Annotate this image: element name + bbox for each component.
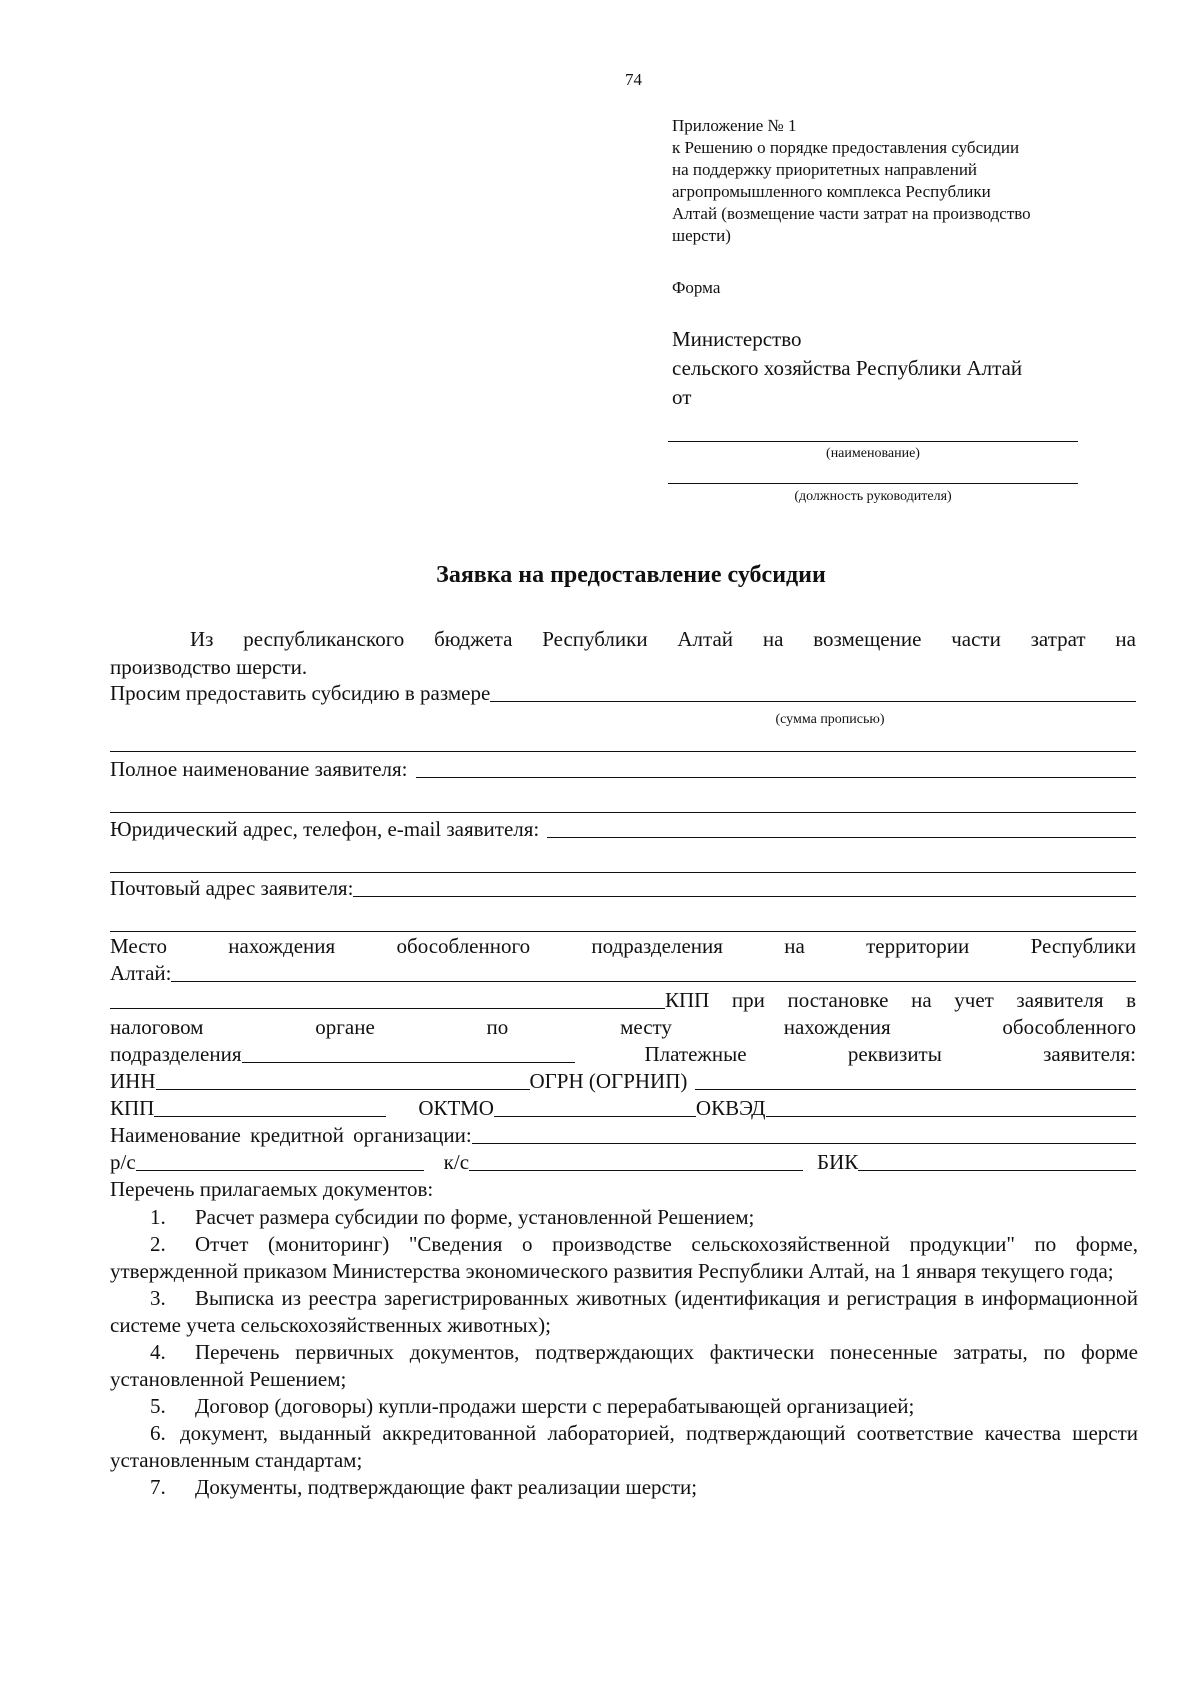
document-item <box>110 1420 1138 1474</box>
document-number: 5. <box>150 1394 166 1418</box>
addressee-line: сельского хозяйства Республики Алтай <box>672 356 1023 380</box>
document-text: Выписка из реестра зарегистрированных животных (идентификация и регистрация в информационной системе учета сельскохозяйственных животных); <box>110 1286 1138 1337</box>
document-text: документ, выданный аккредитованной лабораторией, подтверждающий соответствие качества шерсти установленным стандартам; <box>110 1421 1138 1472</box>
inn-field[interactable] <box>156 1089 530 1090</box>
kpp-oktmo-okved-row <box>110 1095 1136 1122</box>
intro-word: Алтай <box>677 627 734 651</box>
location-word: обособленного <box>396 934 531 958</box>
annex-line: к Решению о порядке предоставления субсидии <box>672 138 1020 157</box>
bank-name-row <box>110 1122 1136 1149</box>
document-item <box>110 1204 1138 1231</box>
kpp-field[interactable] <box>154 1116 386 1117</box>
okved-field[interactable] <box>766 1116 1136 1117</box>
payment-details-row <box>110 1041 1136 1068</box>
location-word: Республики <box>1030 934 1136 958</box>
applicant-name-line[interactable] <box>668 441 1078 442</box>
rs-label: р/с <box>110 1150 136 1174</box>
ogrn-field[interactable] <box>695 1089 1136 1090</box>
intro-word: бюджета <box>434 627 513 651</box>
intro-word: республиканского <box>243 627 405 651</box>
postal-address-row <box>110 875 1136 902</box>
legal-address-row <box>110 816 1136 843</box>
document-item <box>110 1231 1138 1285</box>
amount-words-caption: (сумма прописью) <box>775 712 885 727</box>
payment-word: реквизиты <box>847 1042 942 1066</box>
subdivision-kpp-field[interactable] <box>242 1062 575 1063</box>
legal-address-field[interactable] <box>547 837 1136 838</box>
postal-address-label: Почтовый адрес заявителя: <box>110 876 354 900</box>
payment-word: заявителя: <box>1043 1042 1136 1066</box>
location-word: территории <box>866 934 970 958</box>
inn-label: ИНН <box>110 1069 156 1093</box>
head-position-line[interactable] <box>668 483 1078 484</box>
oktmo-label: ОКТМО <box>418 1096 494 1120</box>
inn-ogrn-row <box>110 1068 1136 1095</box>
addressee-block <box>672 325 1022 412</box>
addressee-line: Министерство <box>672 327 802 351</box>
location-continuation-row <box>110 960 1136 987</box>
postal-address-continuation-line[interactable] <box>110 931 1136 932</box>
bik-field[interactable] <box>858 1170 1136 1171</box>
intro-word: возмещение <box>813 627 922 651</box>
annex-line: на поддержку приоритетных направлений <box>672 160 978 179</box>
legal-address-continuation-line[interactable] <box>110 872 1136 873</box>
location-continuation-label: Алтай: <box>110 961 172 985</box>
payment-word: Платежные <box>644 1042 747 1066</box>
okved-label: ОКВЭД <box>695 1096 766 1120</box>
document-text: Расчет размера субсидии по форме, установленной Решением; <box>195 1205 755 1229</box>
addressee-line: от <box>672 385 692 409</box>
tax-word: нахождения <box>783 1015 891 1039</box>
document-item <box>110 1474 1138 1501</box>
page-number: 74 <box>625 70 642 89</box>
amount-words-field[interactable] <box>490 701 1136 702</box>
amount-request-row <box>110 680 1136 707</box>
intro-continuation: производство шерсти. <box>110 655 308 679</box>
bik-label: БИК <box>817 1150 859 1174</box>
document-text: Перечень первичных документов, подтверждающих фактически понесенные затраты, по форме установленной Решением; <box>110 1340 1138 1391</box>
annex-line: шерсти) <box>672 226 731 245</box>
intro-word: на <box>1115 627 1136 651</box>
document-number: 1. <box>150 1205 166 1229</box>
amount-continuation-line[interactable] <box>110 751 1136 752</box>
intro-word: затрат <box>1030 627 1086 651</box>
bank-name-field[interactable] <box>472 1143 1136 1144</box>
intro-paragraph <box>190 626 1136 653</box>
kpp-registration-row <box>110 987 1136 1014</box>
head-position-caption: (должность руководителя) <box>794 489 952 504</box>
document-text: Отчет (мониторинг) "Сведения о производстве сельскохозяйственной продукции" по форме, утвержденной приказом Министерства экономического развития Республики Алтай, на 1 января текущего года; <box>110 1232 1138 1283</box>
rs-field[interactable] <box>136 1170 424 1171</box>
document-text: Договор (договоры) купли-продажи шерсти с перерабатывающей организацией; <box>195 1394 915 1418</box>
document-title: Заявка на предоставление субсидии <box>436 562 826 588</box>
subdivision-location-field[interactable] <box>171 981 1136 982</box>
annex-line: агропромышленного комплекса Республики <box>672 182 991 201</box>
tax-word: по <box>486 1015 509 1039</box>
document-number: 6. <box>150 1421 166 1445</box>
intro-word: на <box>762 627 784 651</box>
intro-word: Из <box>190 627 214 651</box>
amount-request-label: Просим предоставить субсидию в размере <box>110 681 491 705</box>
document-item <box>110 1393 1138 1420</box>
full-name-field[interactable] <box>416 777 1137 778</box>
tax-authority-row <box>110 1014 1136 1041</box>
ks-field[interactable] <box>469 1170 803 1171</box>
location-continuation-field[interactable] <box>110 1008 665 1009</box>
documents-list <box>110 1204 1138 1501</box>
location-word: подразделения <box>591 934 723 958</box>
tax-word: месту <box>620 1015 672 1039</box>
annex-header <box>672 115 1112 247</box>
tax-word: обособленного <box>1002 1015 1136 1039</box>
bank-name-label: Наименование кредитной организации: <box>110 1123 472 1147</box>
ogrn-label: ОГРН (ОГРНИП) <box>529 1069 688 1093</box>
form-label: Форма <box>672 278 721 297</box>
tax-word: налоговом <box>110 1015 204 1039</box>
postal-address-field[interactable] <box>353 896 1136 897</box>
name-caption: (наименование) <box>826 446 920 461</box>
full-name-continuation-line[interactable] <box>110 812 1136 813</box>
oktmo-field[interactable] <box>494 1116 696 1117</box>
subdivision-location-row <box>110 933 1136 960</box>
intro-word: Республики <box>542 627 648 651</box>
annex-line: Приложение № 1 <box>672 116 797 135</box>
tax-word: органе <box>315 1015 375 1039</box>
document-number: 4. <box>150 1340 166 1364</box>
bank-accounts-row <box>110 1149 1136 1176</box>
kpp-label: КПП <box>110 1096 155 1120</box>
location-word: Место <box>110 934 167 958</box>
document-text: Документы, подтверждающие факт реализации шерсти; <box>195 1475 698 1499</box>
location-word: на <box>784 934 805 958</box>
location-word: нахождения <box>228 934 336 958</box>
subdivision-label: подразделения <box>110 1042 242 1066</box>
ks-label: к/с <box>443 1150 470 1174</box>
intro-word: части <box>951 627 1001 651</box>
document-number: 7. <box>150 1475 166 1499</box>
full-name-label: Полное наименование заявителя: <box>110 757 408 781</box>
legal-address-label: Юридический адрес, телефон, e-mail заявителя: <box>110 817 540 841</box>
kpp-registration-label: КПП при постановке на учет заявителя в <box>665 988 1136 1012</box>
document-number: 2. <box>150 1232 166 1256</box>
payment-details-label <box>575 1041 1137 1068</box>
full-name-row <box>110 756 1136 783</box>
document-item <box>110 1339 1138 1393</box>
document-item <box>110 1285 1138 1339</box>
document-number: 3. <box>150 1286 166 1310</box>
documents-header: Перечень прилагаемых документов: <box>110 1177 434 1201</box>
annex-line: Алтай (возмещение части затрат на производство <box>672 204 1031 223</box>
